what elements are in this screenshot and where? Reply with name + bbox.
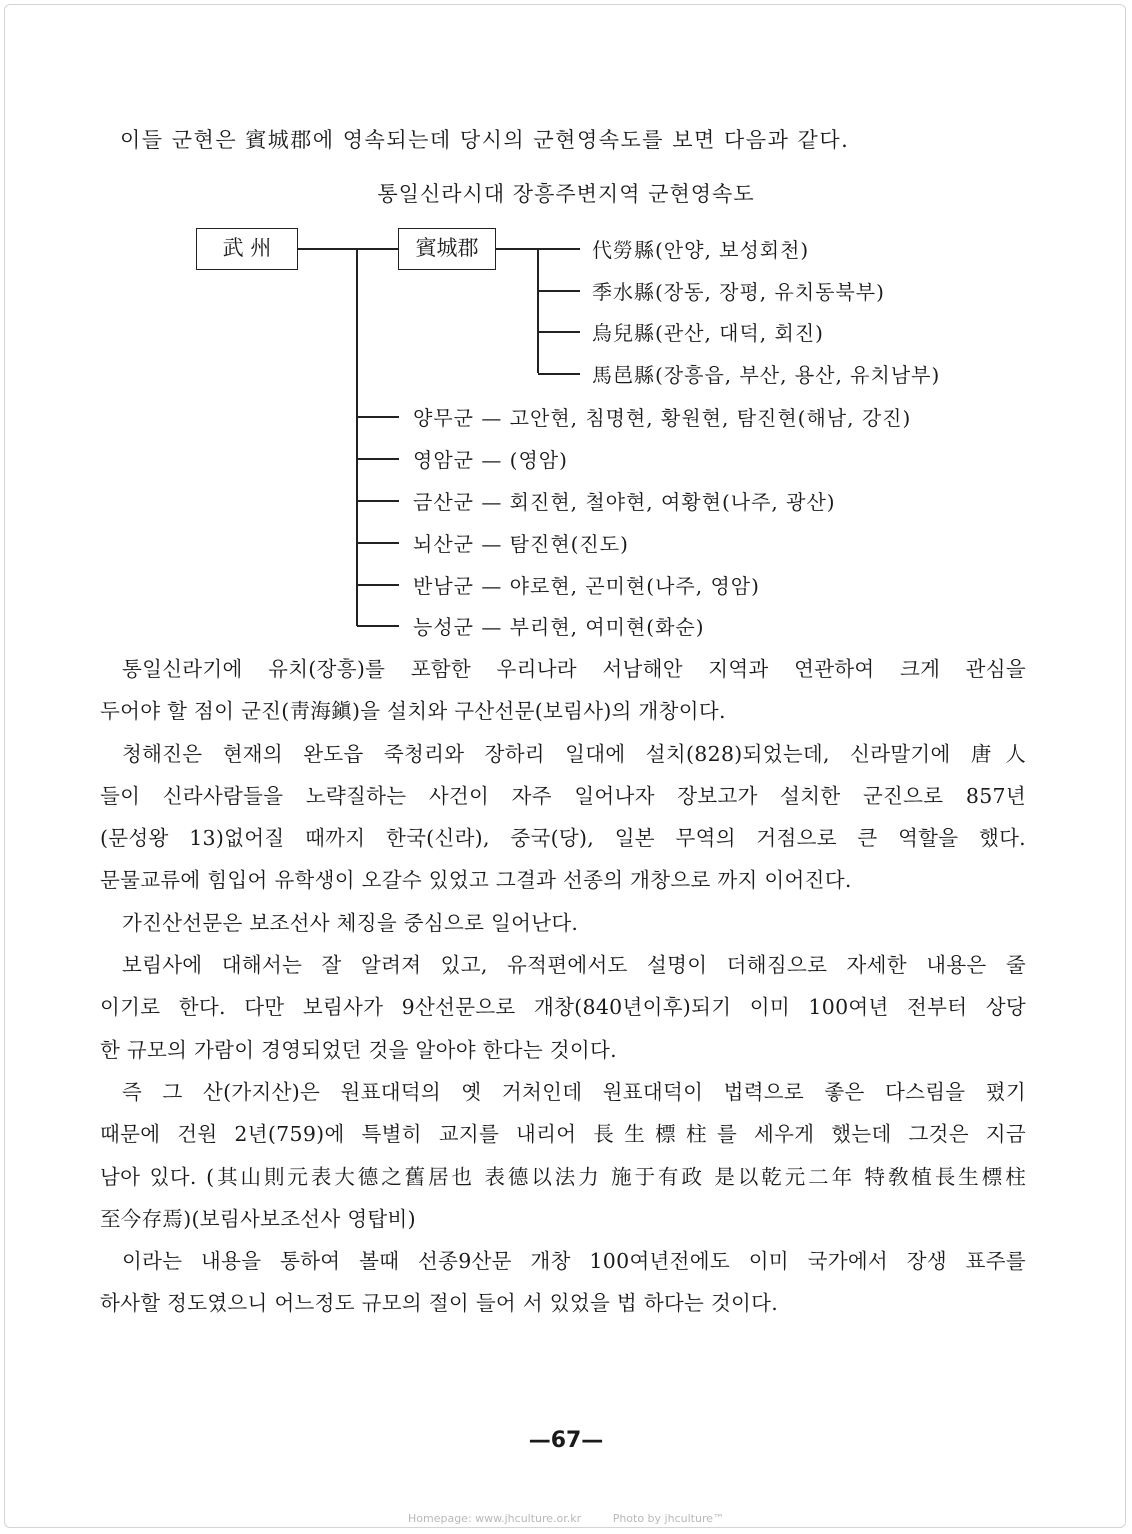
county-item: 반남군 — 야로현, 곤미현(나주, 영암) <box>413 574 760 598</box>
sub-trunk <box>537 248 539 373</box>
county-item: 뇌산군 — 탐진현(진도) <box>413 532 629 556</box>
county-item: 양무군 — 고안현, 침명현, 황원현, 탐진현(해남, 강진) <box>413 406 912 430</box>
sub-item: 馬邑縣(장흥읍, 부산, 용산, 유치남부) <box>592 363 941 387</box>
text-line: (문성왕 13)없어질 때까지 한국(신라), 중국(당), 일본 무역의 거점으로 큰 역할을 했다. <box>100 826 1026 851</box>
footer-photo-credit: Photo by jhculture™ <box>612 1512 724 1525</box>
text-line: 남아 있다. (其山則元表大德之舊居也 表德以法力 施于有政 是以乾元二年 特敎植長生標柱 <box>100 1164 1026 1189</box>
main-branch <box>357 584 399 586</box>
county-item: 영암군 — (영암) <box>413 448 568 472</box>
main-branch <box>357 625 399 627</box>
text-line: 이라는 내용을 통하여 볼때 선종9산문 개창 100여년전에도 이미 국가에서 장생 표주를 <box>122 1249 1026 1274</box>
text-line: 至今存焉)(보림사보조선사 영탑비) <box>100 1206 416 1231</box>
body-text <box>100 648 1026 1325</box>
text-line: 가진산선문은 보조선사 체징을 중심으로 일어난다. <box>122 910 579 935</box>
main-branch <box>357 542 399 544</box>
root-box: 武 州 <box>196 228 298 270</box>
text-line: 보림사에 대해서는 잘 알려져 있고, 유적편에서도 설명이 더해짐으로 자세한 내용은 줄 <box>122 953 1026 978</box>
sub-branch <box>538 290 580 292</box>
county-item: 능성군 — 부리현, 여미현(화순) <box>413 615 705 639</box>
text-line: 때문에 건원 2년(759)에 특별히 교지를 내리어 長生標柱를 세우게 했는데 그것은 지금 <box>100 1122 1026 1147</box>
sub-item: 代勞縣(안양, 보성회천) <box>592 238 810 262</box>
footer <box>0 1512 1132 1525</box>
sub-branch <box>538 248 580 250</box>
page-number: —67— <box>528 1428 604 1453</box>
root-connector <box>298 248 398 250</box>
diagram-title: 통일신라시대 장흥주변지역 군현영속도 <box>377 182 755 206</box>
main-branch <box>357 416 399 418</box>
mid-box: 賓城郡 <box>398 228 496 270</box>
sub-item: 季水縣(장동, 장평, 유치동북부) <box>592 280 885 304</box>
mid-connector <box>496 248 538 250</box>
text-line: 청해진은 현재의 완도읍 죽청리와 장하리 일대에 설치(828)되었는데, 신라말기에 唐人 <box>122 741 1026 766</box>
text-line: 한 규모의 가람이 경영되었던 것을 알아야 한다는 것이다. <box>100 1037 617 1062</box>
text-line: 들이 신라사람들을 노략질하는 사건이 자주 일어나자 장보고가 설치한 군진으로 857년 <box>100 783 1026 808</box>
text-line: 통일신라기에 유치(장흥)를 포함한 우리나라 서남해안 지역과 연관하여 크게 관심을 <box>122 657 1026 681</box>
text-line: 문물교류에 힘입어 유학생이 오갈수 있었고 그결과 선종의 개창으로 까지 이어진다. <box>100 868 852 893</box>
footer-homepage: Homepage: www.jhculture.or.kr <box>407 1512 582 1525</box>
text-line: 하사할 정도였으니 어느정도 규모의 절이 들어 서 있었을 법 하다는 것이다. <box>100 1291 779 1316</box>
sub-branch <box>538 331 580 333</box>
county-item: 금산군 — 회진현, 철야현, 여황현(나주, 광산) <box>413 490 836 514</box>
text-line: 즉 그 산(가지산)은 원표대덕의 옛 거처인데 원표대덕이 법력으로 좋은 다스림을 폈기 <box>122 1079 1026 1104</box>
text-line: 이기로 한다. 다만 보림사가 9산선문으로 개창(840년이후)되기 이미 100여년 전부터 상당 <box>100 995 1026 1020</box>
main-branch <box>357 458 399 460</box>
sub-item: 烏兒縣(관산, 대덕, 회진) <box>592 321 824 345</box>
sub-branch <box>538 373 580 375</box>
intro-text: 이들 군현은 賓城郡에 영속되는데 당시의 군현영속도를 보면 다음과 같다. <box>120 128 850 152</box>
main-branch <box>357 500 399 502</box>
text-line: 두어야 할 점이 군진(靑海鎭)을 설치와 구산선문(보림사)의 개창이다. <box>100 699 726 724</box>
main-trunk <box>356 248 358 626</box>
